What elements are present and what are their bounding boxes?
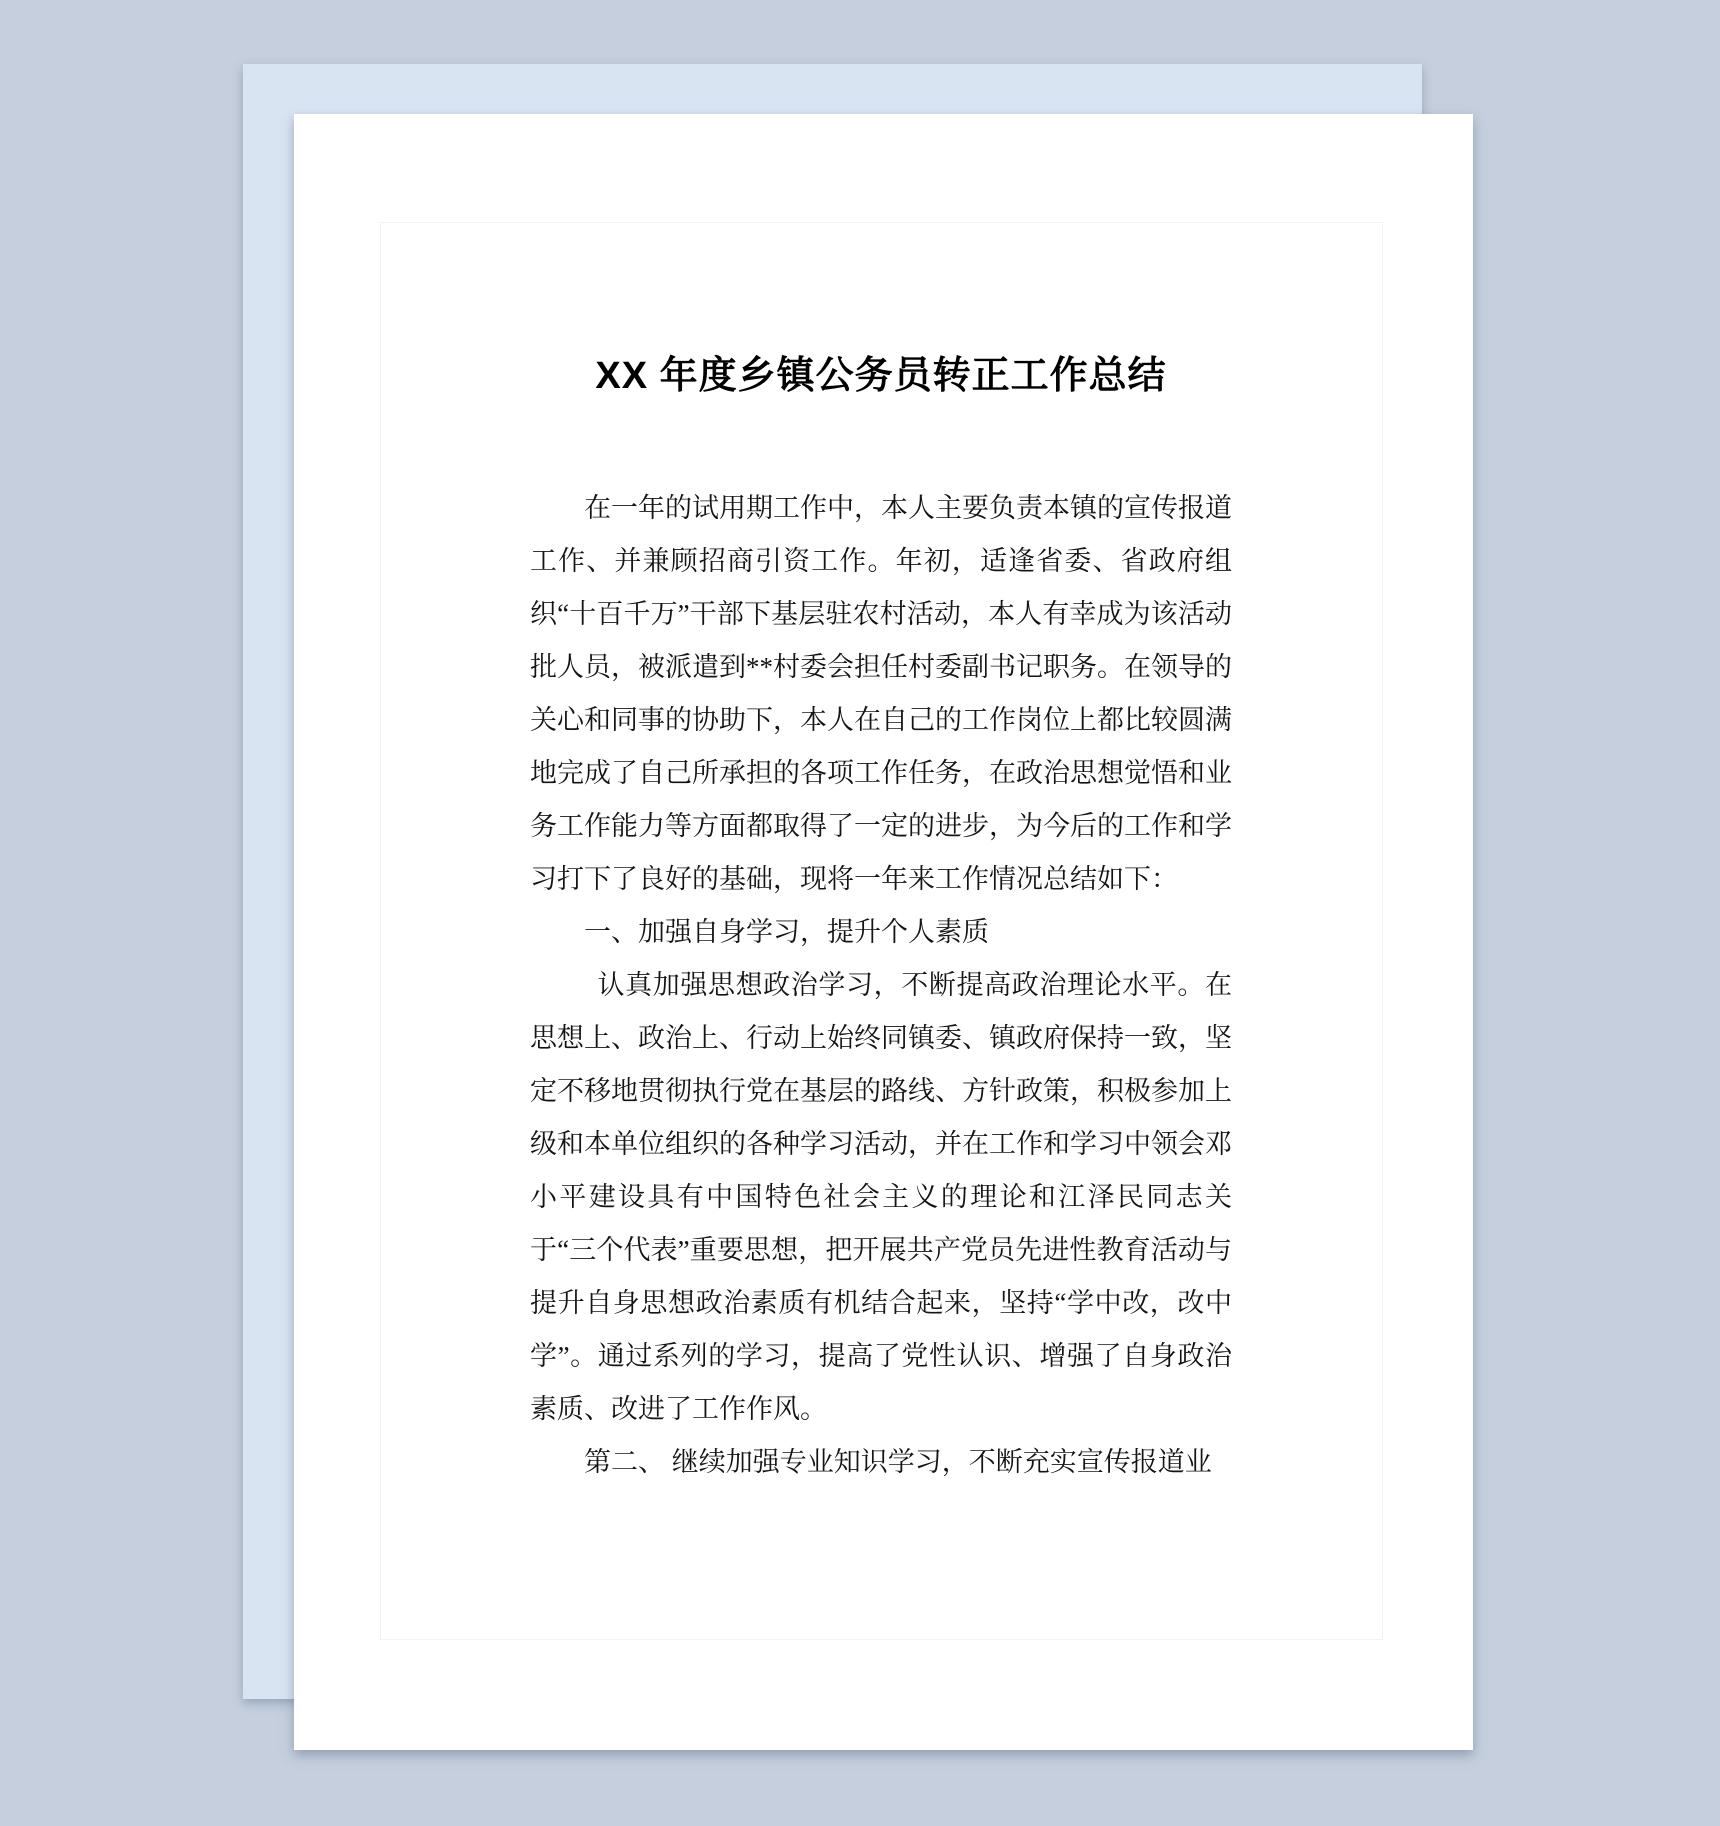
paragraph-section-1: 认真加强思想政治学习，不断提高政治理论水平。在思想上、政治上、行动上始终同镇委、镇政府保持一致，坚定不移地贯彻执行党在基层的路线、方针政策，积极参加上级和本单位组织的各种学习活动，并在工作和学习中领会邓小平建设具有中国特色社会主义的理论和江泽民同志关于“三个代表”重要思想，把开展共产党员先进性教育活动与提升自身思想政治素质有机结合起来，坚持“学中改，改中学”。通过系列的学习，提高了党性认识、增强了自身政治素质、改进了工作作风。 [530, 970, 1232, 1424]
document-page [294, 114, 1473, 1750]
document-title: XX 年度乡镇公务员转正工作总结 [595, 355, 1167, 397]
section-heading-2: 第二、 继续加强专业知识学习，不断充实宣传报道业 [584, 1447, 1212, 1477]
section-heading-1: 一、加强自身学习，提升个人素质 [584, 917, 989, 947]
paragraph-intro: 在一年的试用期工作中，本人主要负责本镇的宣传报道工作、并兼顾招商引资工作。年初，适逢省委、省政府组织“十百千万”干部下基层驻农村活动，本人有幸成为该活动批人员，被派遣到**村委会担任村委副书记职务。在领导的关心和同事的协助下，本人在自己的工作岗位上都比较圆满地完成了自己所承担的各项工作任务，在政治思想觉悟和业务工作能力等方面都取得了一定的进步，为今后的工作和学习打下了良好的基础，现将一年来工作情况总结如下： [530, 493, 1232, 894]
document-body [530, 482, 1232, 1489]
